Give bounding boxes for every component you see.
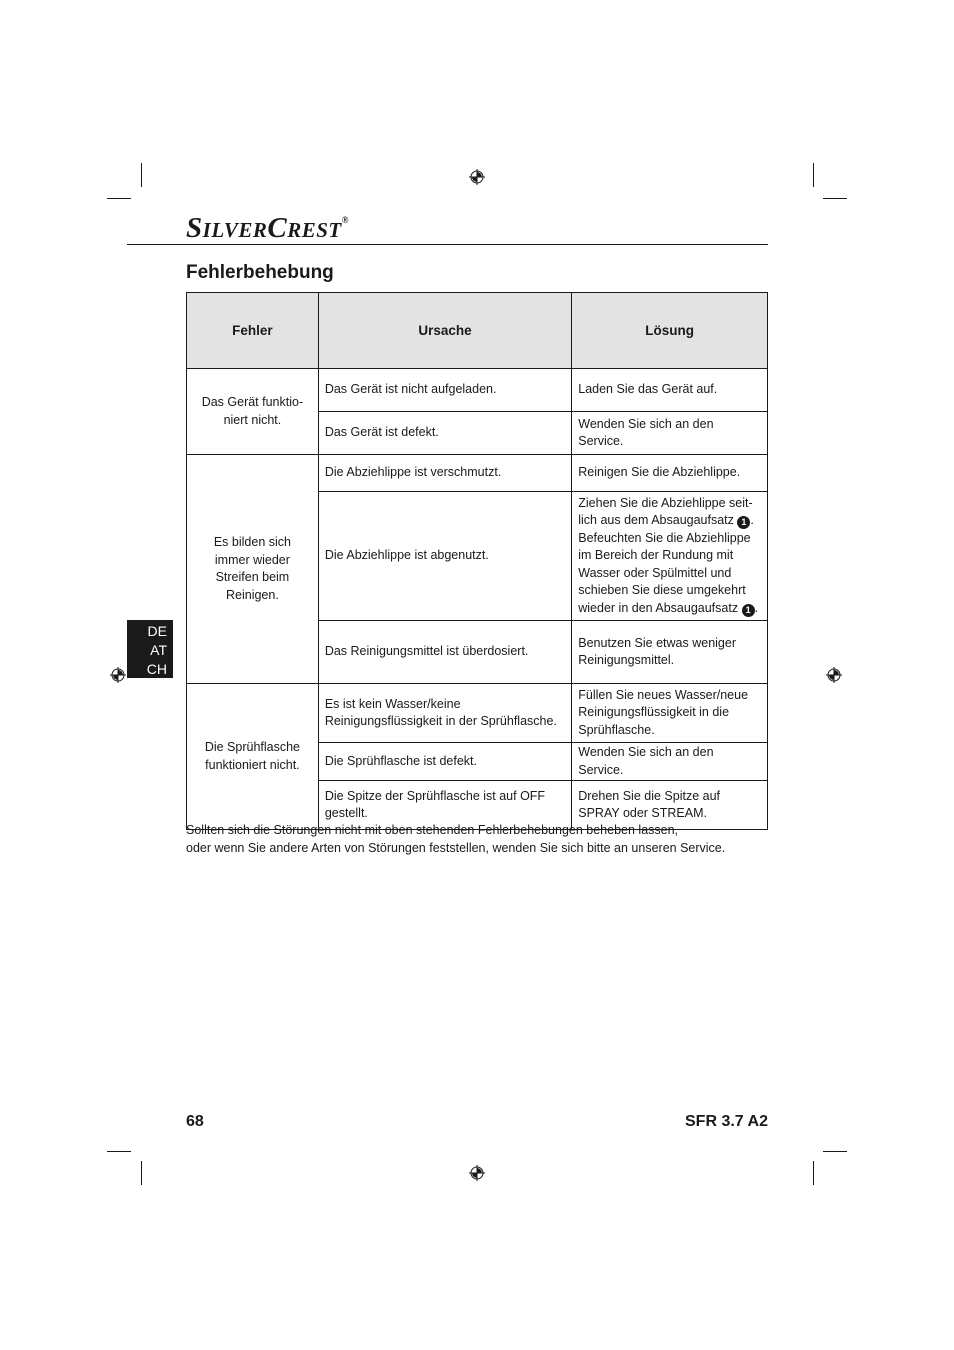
crop-mark-bottom-right-horizontal [823,1151,847,1152]
cause-cell: Die Abziehlippe ist verschmutzt. [318,455,571,492]
registration-crosshair-icon [110,667,126,683]
page-number: 68 [186,1113,204,1130]
footnote [186,822,786,857]
crop-mark-top-right-vertical [813,163,814,187]
solution-cell [572,492,768,621]
language-code: DE [147,623,167,639]
solution-text: Ziehen Sie die Abziehlippe seitlich aus dem Absaugaufsatz [578,495,753,528]
crop-mark-bottom-right-vertical [813,1161,814,1185]
footnote-line: Sollten sich die Störungen nicht mit oben stehenden Fehlerbehebungen beheben lassen, [186,823,679,837]
language-code: CH [146,661,167,677]
cause-cell: Die Sprühflasche ist defekt. [318,743,571,781]
crop-mark-top-left-vertical [141,163,142,187]
cause-cell: Das Reinigungsmittel ist überdosiert. [318,621,571,684]
brand-logo: SILVERCREST® [186,212,349,244]
solution-cell: Wenden Sie sich an den Service. [572,412,768,455]
troubleshooting-table [186,292,768,830]
table-header-row [187,293,768,369]
registration-crosshair-icon [469,169,485,185]
fault-cell: Die Sprühflasche funktioniert nicht. [187,684,319,830]
cause-cell: Es ist kein Wasser/keine Reinigungsflüssigkeit in der Sprühflasche. [318,684,571,743]
footnote-line: oder wenn Sie andere Arten von Störungen feststellen, wenden Sie sich bitte an unseren Service. [186,840,726,855]
solution-text: . [754,600,759,615]
crop-mark-bottom-left-vertical [141,1161,142,1185]
solution-cell: Laden Sie das Gerät auf. [572,369,768,412]
crop-mark-top-right-horizontal [823,198,847,199]
language-tab [127,620,173,678]
circled-number-icon: 1 [742,604,755,617]
page-title: Fehlerbehebung [186,262,334,283]
cause-cell: Das Gerät ist nicht aufgeladen. [318,369,571,412]
fault-cell: Es bilden sich immer wieder Streifen beim Reinigen. [187,455,319,684]
language-code: AT [150,642,167,658]
solution-cell: Drehen Sie die Spitze auf SPRAY oder STREAM. [572,781,768,830]
cause-cell: Das Gerät ist defekt. [318,412,571,455]
column-header-fault: Fehler [187,293,319,369]
circled-number-icon: 1 [737,516,750,529]
column-header-cause: Ursache [318,293,571,369]
cause-cell: Die Abziehlippe ist abgenutzt. [318,492,571,621]
fault-cell: Das Gerät funktioniert nicht. [187,369,319,455]
crop-mark-top-left-horizontal [107,198,131,199]
header-divider [127,244,768,245]
solution-cell: Benutzen Sie etwas weniger Reinigungsmittel. [572,621,768,684]
model-number: SFR 3.7 A2 [685,1113,768,1130]
table-row [187,369,768,412]
table-row [187,684,768,743]
column-header-solution: Lösung [572,293,768,369]
table-row [187,455,768,492]
cause-cell: Die Spitze der Sprühflasche ist auf OFF gestellt. [318,781,571,830]
solution-cell: Füllen Sie neues Wasser/neue Reinigungsflüssigkeit in die Sprühflasche. [572,684,768,743]
solution-cell: Wenden Sie sich an den Service. [572,743,768,781]
crop-mark-bottom-left-horizontal [107,1151,131,1152]
solution-cell: Reinigen Sie die Abziehlippe. [572,455,768,492]
solution-text: . Befeuchten Sie die Abziehlippe im Bereich der Rundung mit Wasser oder Spülmittel und schieben Sie diese umgekehrt wieder in den Absaugaufsatz [578,513,754,615]
registration-crosshair-icon [826,667,842,683]
registration-crosshair-icon [469,1165,485,1181]
